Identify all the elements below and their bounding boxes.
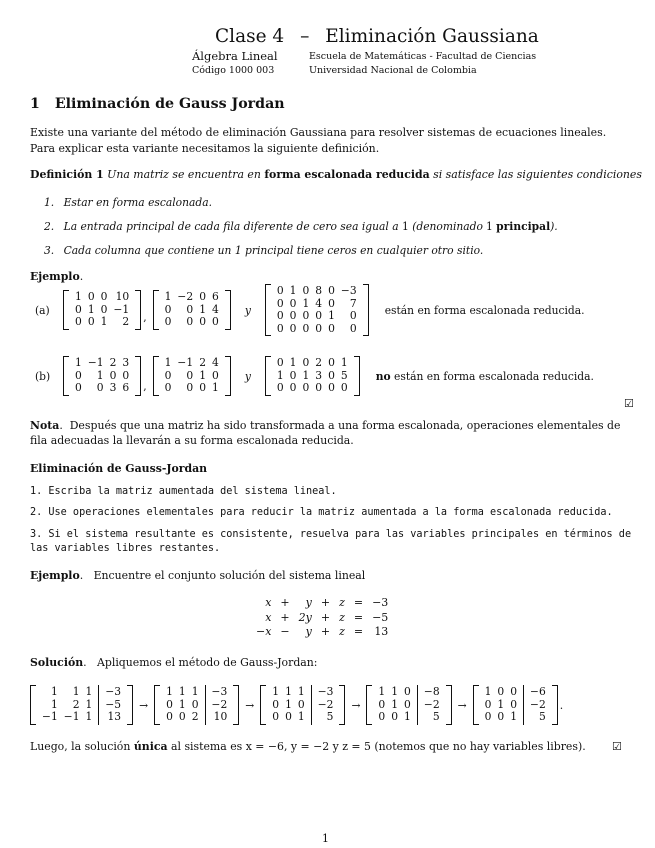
bracket-right: [339, 685, 345, 725]
example2-heading: Ejemplo. Encuentre el conjunto solución del sistema lineal: [30, 569, 366, 582]
augmented-entry: −2: [423, 697, 440, 711]
matrix-entry: 6: [122, 381, 130, 395]
equation-token: z: [339, 610, 345, 624]
equation-token: =: [353, 610, 364, 624]
matrix-entry: 1: [302, 368, 310, 382]
matrix-entry: 0: [510, 697, 518, 711]
page-title: [215, 26, 539, 47]
qed-checkbox-icon: ☑: [612, 740, 622, 753]
equation-token: −5: [372, 610, 389, 624]
matrix-entry: 0: [302, 381, 310, 395]
matrix-entry: 0: [122, 368, 130, 382]
matrix-entry: 1: [391, 685, 399, 699]
matrix-entry: 1: [96, 368, 104, 382]
matrix-entry: 0: [75, 381, 82, 395]
matrix-entry: 1: [289, 284, 297, 297]
matrix-entry: 1: [164, 290, 172, 304]
augmented-matrix: [366, 685, 451, 725]
conclusion: [30, 740, 586, 753]
equation-token: +: [280, 610, 290, 624]
bracket-right: [446, 685, 452, 725]
matrix-entry: 1: [391, 697, 399, 711]
definition: [30, 168, 642, 181]
matrix-entry: 0: [404, 685, 411, 699]
matrix-entry: −2: [177, 290, 194, 304]
page-number: 1: [322, 832, 329, 845]
matrix-entry: 1: [85, 710, 93, 724]
matrix-entry: 0: [276, 296, 284, 310]
augmented-entry: −8: [423, 685, 440, 699]
example-heading: Ejemplo.: [30, 270, 84, 283]
bracket-right: [225, 290, 231, 330]
matrix-entry: 1: [285, 697, 292, 711]
matrix-entry: 0: [328, 296, 335, 310]
matrix-entry: 1: [191, 685, 199, 699]
matrix-entry: 1: [75, 290, 82, 304]
conclusion-bold: única: [133, 740, 168, 753]
matrix-entry: 5: [340, 368, 348, 382]
matrix-entry: 0: [75, 302, 82, 316]
matrix-entry: 1: [510, 710, 518, 724]
matrix-entry: 1: [212, 381, 219, 395]
matrix-entry: 0: [315, 309, 323, 322]
equation-token: −: [280, 625, 290, 638]
definition-item-2: [44, 220, 558, 233]
augmented-column: [205, 685, 234, 725]
matrix-entry: 0: [276, 381, 284, 395]
gj-step-2: 2. Use operaciones elementales para reducir la matriz aumentada a la forma escalonada reducida.: [30, 507, 613, 518]
example-a-label: (a): [35, 303, 50, 317]
matrix-grid: [479, 685, 523, 725]
matrix-grid: [159, 290, 225, 330]
matrix-entry: 0: [315, 381, 323, 395]
matrix-entry: 6: [212, 290, 219, 304]
matrix-entry: 0: [87, 315, 95, 329]
example2-label: Ejemplo: [30, 569, 80, 582]
matrix-entry: 0: [186, 315, 194, 329]
matrix-entry: 1: [87, 302, 95, 316]
matrix-entry: 1: [199, 302, 206, 316]
matrix-entry: 1: [50, 697, 58, 711]
note-label: Nota: [30, 419, 60, 432]
matrix-entry: 0: [484, 697, 492, 711]
matrix-entry: 0: [75, 315, 82, 329]
title-right: Eliminación Gaussiana: [325, 26, 539, 47]
matrix-entry: 0: [315, 321, 323, 335]
bracket-right: [135, 356, 141, 396]
item-number: 1.: [44, 196, 55, 209]
matrix-entry: 0: [100, 290, 108, 304]
augmented-entry: 5: [432, 710, 440, 724]
school-name: Escuela de Matemáticas - Facultad de Ciencias: [309, 51, 537, 62]
matrix-entry: 1: [272, 685, 280, 699]
matrix-entry: 1: [340, 356, 348, 370]
matrix-entry: 1: [302, 296, 310, 310]
matrix-entry: 0: [164, 368, 172, 382]
augmented-entry: −3: [211, 685, 228, 699]
matrix-entry: 0: [328, 356, 335, 370]
matrix-entry: 1: [166, 685, 173, 699]
matrix-entry: 1: [484, 685, 492, 699]
matrix-b3: [265, 356, 360, 396]
example-b-bold: no: [375, 369, 391, 383]
equation-token: z: [339, 596, 345, 609]
matrix-entry: 0: [178, 710, 186, 724]
matrix-entry: 0: [289, 321, 297, 335]
augmented-entry: −2: [211, 697, 228, 711]
matrix-entry: 1: [297, 685, 305, 699]
section-heading: [30, 96, 285, 112]
equation-token: x: [265, 610, 272, 624]
item-text: Cada columna que contiene un 1 principal tiene ceros en cualquier otro sitio.: [63, 244, 484, 257]
matrix-entry: 1: [178, 697, 186, 711]
matrix-entry: 1: [378, 685, 386, 699]
matrix-entry: 0: [186, 302, 194, 316]
definition-bold: forma escalonada reducida: [264, 168, 430, 181]
equation-token: +: [320, 610, 331, 624]
example-b-label: (b): [35, 369, 51, 383]
matrix-entry: 0: [391, 710, 399, 724]
arrow-icon: →: [457, 698, 467, 712]
matrix-grid: [271, 284, 363, 336]
bracket-right: [225, 356, 231, 396]
matrix-entry: 1: [164, 356, 172, 370]
bracket-right: [552, 685, 558, 725]
matrix-entry: 0: [186, 368, 194, 382]
matrix-entry: 10: [115, 290, 130, 304]
equation-token: y: [305, 596, 312, 609]
comma: ,: [143, 311, 147, 324]
course-code: Código 1000 003: [192, 65, 275, 76]
matrix-entry: 0: [404, 697, 411, 711]
example-row-b: [30, 351, 594, 401]
arrow-icon: →: [139, 698, 149, 712]
matrix-grid: [271, 356, 354, 396]
matrix-entry: 1: [289, 356, 297, 370]
section-title: Eliminación de Gauss Jordan: [54, 96, 285, 112]
matrix-entry: 1: [328, 309, 335, 322]
matrix-entry: 0: [289, 296, 297, 310]
conclusion-b: al sistema es x = −6, y = −2 y z = 5 (notemos que no hay variables libres).: [171, 740, 586, 753]
title-dash: –: [300, 26, 310, 47]
example2-text: Encuentre el conjunto solución del sistema lineal: [93, 569, 366, 582]
matrix-entry: 0: [276, 284, 284, 297]
note-text: Después que una matriz ha sido transformada a una forma escalonada, operaciones elementales de fila adecuadas la llevarán a su forma escalonada reducida.: [30, 419, 621, 447]
augmented-entry: −3: [105, 685, 122, 699]
matrix-grid: [69, 356, 135, 396]
augmented-column: [311, 685, 340, 725]
bracket-right: [135, 290, 141, 330]
note-paragraph: Nota. Después que una matriz ha sido transformada a una forma escalonada, operaciones elementales de fila adecuadas la llevarán a su forma escalonada reducida.: [30, 419, 621, 447]
example-label: Ejemplo: [30, 270, 80, 283]
augmented-entry: −5: [105, 697, 122, 711]
equation-token: −3: [372, 596, 389, 609]
equation-token: 13: [374, 625, 389, 638]
augmented-column: [417, 685, 446, 725]
bracket-right: [354, 356, 360, 396]
augmented-entry: 10: [213, 710, 228, 724]
matrix-entry: 0: [349, 309, 357, 322]
matrix-entry: 1: [178, 685, 186, 699]
matrix-entry: 0: [289, 381, 297, 395]
matrix-entry: 0: [166, 710, 173, 724]
matrix-entry: 1: [72, 685, 80, 699]
matrix-grid: [36, 685, 98, 725]
augmented-matrix: [154, 685, 239, 725]
augmented-entry: −2: [530, 697, 546, 711]
matrix-entry: 1: [85, 685, 93, 699]
equation-token: x: [265, 596, 272, 609]
matrix-entry: 1: [497, 697, 505, 711]
matrix-entry: 0: [289, 368, 297, 382]
matrix-entry: 0: [75, 368, 82, 382]
solution-heading: Solución. Apliquemos el método de Gauss-Jordan:: [30, 656, 318, 669]
matrix-entry: 0: [297, 697, 305, 711]
matrix-b2: [153, 356, 231, 396]
matrix-entry: 0: [164, 302, 172, 316]
gj-step-1: 1. Escriba la matriz aumentada del sistema lineal.: [30, 486, 337, 497]
item-paren: (denominado: [412, 220, 483, 233]
item-number: 2.: [44, 220, 55, 233]
matrix-entry: 0: [378, 710, 386, 724]
augmented-matrix: [473, 685, 558, 725]
equation-token: z: [339, 625, 345, 638]
definition-label: Definición 1: [30, 168, 104, 181]
matrix-entry: −1: [87, 356, 104, 370]
bracket-right: [363, 284, 369, 336]
matrix-entry: 0: [109, 368, 117, 382]
item-bold: principal: [496, 220, 551, 233]
matrix-entry: 0: [302, 309, 310, 322]
matrix-entry: 0: [276, 309, 284, 322]
augmented-column: [98, 685, 127, 725]
matrix-grid: [69, 290, 135, 330]
matrix-entry: 0: [166, 697, 173, 711]
equation-token: +: [320, 596, 331, 609]
matrix-entry: 0: [191, 697, 199, 711]
example-row-a: [30, 280, 585, 340]
matrix-grid: [372, 685, 416, 725]
definition-text-b: si satisface las siguientes condiciones: [433, 168, 642, 181]
augmented-matrix: [260, 685, 345, 725]
equation-token: =: [353, 596, 364, 609]
matrix-entry: 0: [276, 356, 284, 370]
matrix-entry: 4: [212, 302, 219, 316]
matrix-entry: 0: [349, 321, 357, 335]
item-paren-close: ).: [550, 220, 558, 233]
matrix-entry: 0: [302, 356, 310, 370]
matrix-grid: [159, 356, 225, 396]
matrix-entry: 4: [315, 296, 323, 310]
matrix-entry: 0: [164, 381, 172, 395]
matrix-entry: 1: [297, 710, 305, 724]
equation-token: 2y: [298, 610, 312, 624]
matrix-entry: 0: [328, 381, 335, 395]
augmented-entry: −6: [530, 685, 546, 699]
intro-paragraph: Existe una variante del método de eliminación Gaussiana para resolver sistemas de ecuaciones lineales. Para explicar esta variante necesitamos la siguiente definición.: [30, 126, 607, 155]
gj-heading: Eliminación de Gauss-Jordan: [30, 462, 208, 475]
final-period: .: [559, 698, 564, 712]
matrix-entry: 0: [276, 321, 284, 335]
item-one: 1: [401, 220, 409, 233]
gj-step-3: 3. Si el sistema resultante es consistente, resuelva para las variables principales en términos de las variables libres restantes.: [30, 529, 632, 554]
university-name: Universidad Nacional de Colombia: [309, 65, 477, 76]
matrix-entry: 1: [50, 685, 58, 699]
bracket-right: [127, 685, 133, 725]
matrix-entry: 0: [272, 710, 280, 724]
matrix-grid: [266, 685, 310, 725]
augmented-entry: 5: [326, 710, 334, 724]
matrix-entry: 2: [315, 356, 323, 370]
conjunction-y: y: [244, 369, 251, 383]
matrix-entry: 1: [85, 697, 93, 711]
matrix-b1: [63, 356, 141, 396]
matrix-entry: 0: [212, 315, 219, 329]
matrix-a3: [265, 284, 369, 336]
matrix-entry: 0: [87, 290, 95, 304]
matrix-entry: 3: [109, 381, 117, 395]
matrix-entry: 0: [285, 710, 292, 724]
matrix-entry: 1: [404, 710, 411, 724]
equation-token: =: [353, 625, 364, 638]
matrix-entry: 0: [100, 302, 108, 316]
equation-token: +: [280, 596, 290, 609]
matrix-grid: [160, 685, 204, 725]
matrix-entry: 0: [164, 315, 172, 329]
solution-label: Solución: [30, 656, 84, 669]
matrix-entry: 0: [212, 368, 219, 382]
matrix-entry: 1: [199, 368, 206, 382]
matrix-entry: 1: [276, 368, 284, 382]
matrix-entry: 2: [199, 356, 206, 370]
matrix-entry: 0: [199, 315, 206, 329]
matrix-entry: 1: [75, 356, 82, 370]
matrix-entry: 0: [199, 381, 206, 395]
augmented-entry: −3: [317, 685, 334, 699]
matrix-entry: 8: [315, 284, 323, 297]
qed-checkbox-icon: ☑: [624, 397, 634, 410]
example-b-text: [376, 370, 594, 383]
conjunction-y: y: [244, 303, 251, 317]
matrix-entry: 0: [378, 697, 386, 711]
matrix-entry: 0: [497, 710, 505, 724]
bracket-right: [233, 685, 239, 725]
example-b-rest: están en forma escalonada reducida.: [394, 369, 594, 383]
conclusion-a: Luego, la solución: [30, 740, 131, 753]
matrix-entry: −1: [113, 302, 130, 316]
augmented-matrix: [30, 685, 133, 725]
matrix-entry: 0: [328, 321, 335, 335]
matrix-entry: 0: [289, 309, 297, 322]
matrix-entry: 1: [100, 315, 108, 329]
matrix-a1: [63, 290, 141, 330]
equation-token: −x: [256, 625, 272, 638]
matrix-a2: [153, 290, 231, 330]
matrix-entry: 0: [272, 697, 280, 711]
matrix-entry: 0: [497, 685, 505, 699]
section-number: 1: [30, 96, 40, 112]
equation-token: y: [305, 625, 312, 638]
augmented-entry: 13: [107, 710, 122, 724]
arrow-icon: →: [351, 698, 361, 712]
item-one: 1: [485, 220, 493, 233]
matrix-entry: 0: [510, 685, 518, 699]
augmented-entry: −2: [317, 697, 334, 711]
matrix-entry: 0: [302, 284, 310, 297]
item-number: 3.: [44, 244, 55, 257]
item-text: Estar en forma escalonada.: [63, 196, 212, 209]
matrix-entry: 7: [349, 296, 357, 310]
augmented-column: [523, 685, 552, 725]
matrix-entry: 2: [191, 710, 199, 724]
equation-token: +: [320, 625, 331, 638]
matrix-entry: 0: [302, 321, 310, 335]
course-name: Álgebra Lineal: [192, 49, 278, 63]
matrix-entry: 3: [315, 368, 323, 382]
matrix-entry: −3: [340, 284, 357, 297]
comma: ,: [143, 380, 147, 393]
matrix-entry: 0: [484, 710, 492, 724]
matrix-entry: 2: [109, 356, 117, 370]
item-text: La entrada principal de cada fila diferente de cero sea igual a: [63, 220, 399, 233]
matrix-entry: 0: [199, 290, 206, 304]
definition-item-3: [44, 244, 483, 257]
matrix-entry: 2: [72, 697, 80, 711]
matrix-entry: 3: [122, 356, 130, 370]
matrix-entry: −1: [63, 710, 80, 724]
definition-item-1: [44, 196, 212, 209]
example-a-text: están en forma escalonada reducida.: [384, 303, 585, 317]
matrix-entry: 0: [96, 381, 104, 395]
matrix-entry: 0: [328, 368, 335, 382]
reduction-sequence: [30, 680, 563, 730]
definition-text-a: Una matriz se encuentra en: [107, 168, 261, 181]
arrow-icon: →: [245, 698, 255, 712]
solution-text: Apliquemos el método de Gauss-Jordan:: [97, 656, 318, 669]
matrix-entry: 1: [285, 685, 292, 699]
matrix-entry: −1: [177, 356, 194, 370]
matrix-entry: 0: [340, 381, 348, 395]
augmented-entry: 5: [538, 710, 546, 724]
linear-system: [256, 596, 388, 640]
matrix-entry: 2: [122, 315, 130, 329]
title-left: Clase 4: [215, 26, 285, 47]
matrix-entry: 4: [212, 356, 219, 370]
matrix-entry: −1: [42, 710, 58, 724]
matrix-entry: 0: [328, 284, 335, 297]
matrix-entry: 0: [186, 381, 194, 395]
